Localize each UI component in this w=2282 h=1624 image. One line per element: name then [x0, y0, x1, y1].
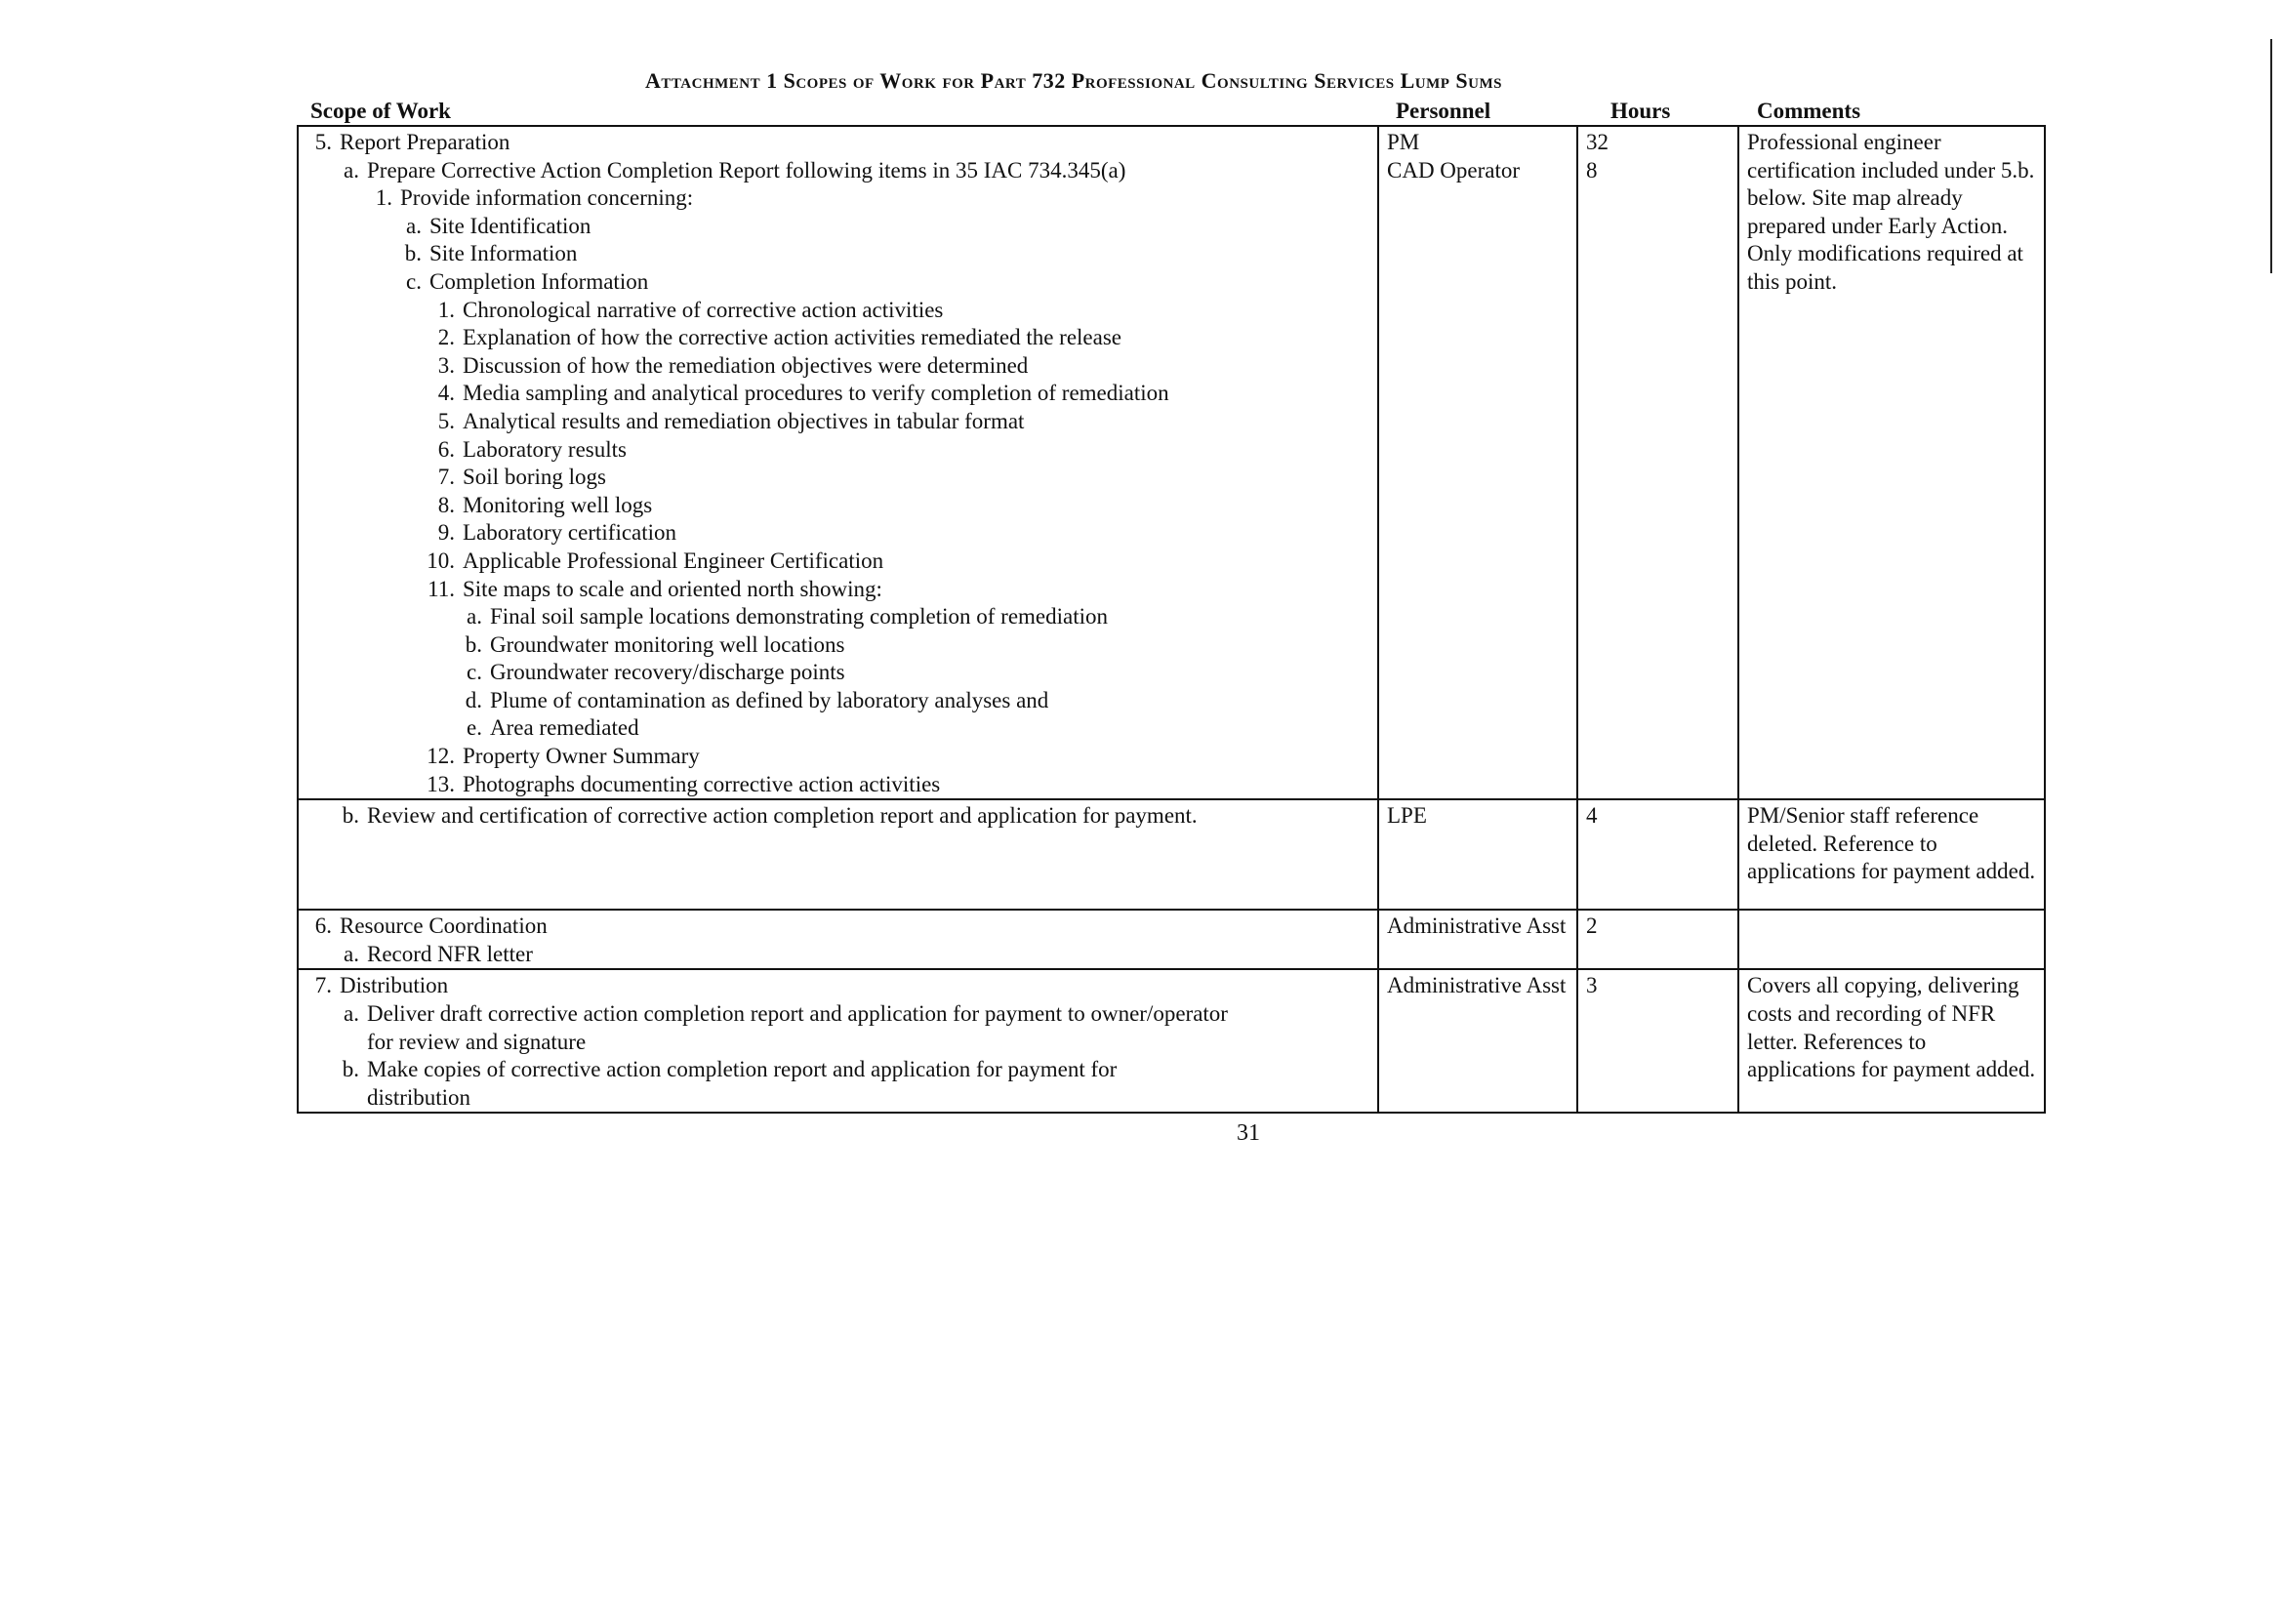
personnel-value: CAD Operator [1387, 157, 1521, 183]
scope-item: 13. Photographs documenting corrective action activities [427, 771, 941, 796]
scope-item: d. Plume of contamination as defined by laboratory analyses and [465, 687, 1049, 712]
scope-item: 12. Property Owner Summary [427, 744, 700, 769]
personnel-cell [1378, 799, 1577, 910]
scope-cell [298, 799, 1378, 910]
scope-item: 8. Monitoring well logs [437, 492, 653, 517]
scope-item: a. Site Identification [406, 213, 591, 238]
scope-item: 7. Distribution [314, 973, 449, 998]
page-title: Attachment 1 Scopes of Work for Part 732 Professional Consulting Services Lump Sums [645, 68, 1502, 93]
scan-edge-line [2270, 39, 2272, 273]
table-row-resource-coordination [298, 910, 2045, 969]
column-headers [0, 99, 2282, 128]
scope-item: 5. Report Preparation [314, 130, 510, 154]
scope-of-work-table [297, 125, 2046, 1114]
scope-item: a. Deliver draft corrective action completion report and application for payment to owner/operator [344, 1001, 1228, 1027]
scope-item: b. Make copies of corrective action completion report and application for payment for [342, 1057, 1118, 1082]
scope-item: 1. Provide information concerning: [375, 185, 694, 211]
hours-value: 4 [1586, 803, 1598, 829]
scope-cell [298, 126, 1378, 799]
header-personnel: Personnel [1396, 99, 1491, 123]
personnel-cell [1378, 126, 1577, 799]
scope-item: b. Groundwater monitoring well locations [465, 631, 845, 657]
table-row-report-preparation [298, 126, 2045, 799]
comments-cell [1738, 910, 2045, 969]
personnel-value: PM [1387, 130, 1420, 154]
scope-item: e. Area remediated [467, 715, 639, 741]
hours-value: 3 [1586, 973, 1598, 998]
scope-item: 7. Soil boring logs [437, 465, 606, 490]
scope-item: a. Prepare Corrective Action Completion Report following items in 35 IAC 734.345(a) [344, 157, 1126, 183]
table-row-review-certification [298, 799, 2045, 910]
comments-cell: PM/Senior staff reference deleted. Reference to applications for payment added. [1738, 799, 2045, 910]
scope-cell [298, 969, 1378, 1113]
scope-item-continuation: for review and signature [367, 1029, 587, 1054]
scope-item: a. Final soil sample locations demonstrating completion of remediation [467, 604, 1109, 629]
header-hours: Hours [1610, 99, 1671, 123]
hours-value: 8 [1586, 157, 1598, 183]
scope-item: 5. Analytical results and remediation objectives in tabular format [437, 408, 1025, 433]
personnel-cell: Administrative Asst [1378, 910, 1577, 969]
scope-item: 3. Discussion of how the remediation objectives were determined [437, 352, 1029, 378]
scope-item-continuation: distribution [367, 1084, 471, 1110]
scope-item: b. Review and certification of corrective action completion report and application for payment. [342, 803, 1198, 829]
scope-item: 2. Explanation of how the corrective action activities remediated the release [437, 325, 1122, 350]
scope-item: c. Groundwater recovery/discharge points [467, 660, 845, 685]
page-number: 31 [1237, 1120, 1260, 1146]
comments-cell: Covers all copying, delivering costs and recording of NFR letter. References to applications for payment added. [1738, 969, 2045, 1113]
hours-cell [1577, 799, 1738, 910]
scope-item: 11. Site maps to scale and oriented north showing: [428, 576, 882, 601]
scope-item: b. Site Information [404, 241, 578, 266]
scope-item: 6. Laboratory results [437, 436, 627, 462]
hours-value: 32 [1586, 130, 1609, 154]
hours-cell [1577, 126, 1738, 799]
personnel-cell: Administrative Asst [1378, 969, 1577, 1113]
hours-value: 2 [1586, 914, 1598, 939]
scope-item: 4. Media sampling and analytical procedures to verify completion of remediation [437, 381, 1169, 406]
header-scope: Scope of Work [310, 99, 451, 123]
scope-cell [298, 910, 1378, 969]
scope-item: 9. Laboratory certification [437, 520, 677, 546]
table-row-distribution [298, 969, 2045, 1113]
scope-item: 1. Chronological narrative of corrective action activities [437, 297, 944, 322]
scope-item: 6. Resource Coordination [314, 914, 548, 939]
hours-cell [1577, 910, 1738, 969]
comments-cell: Professional engineer certification included under 5.b. below. Site map already prepared under Early Action. Only modifications required at this point. [1738, 126, 2045, 799]
header-comments: Comments [1757, 99, 1861, 123]
personnel-value: LPE [1387, 803, 1427, 829]
scope-item: 10. Applicable Professional Engineer Certification [427, 548, 884, 573]
scope-item: c. Completion Information [406, 268, 649, 294]
hours-cell [1577, 969, 1738, 1113]
scope-item: a. Record NFR letter [344, 941, 533, 966]
